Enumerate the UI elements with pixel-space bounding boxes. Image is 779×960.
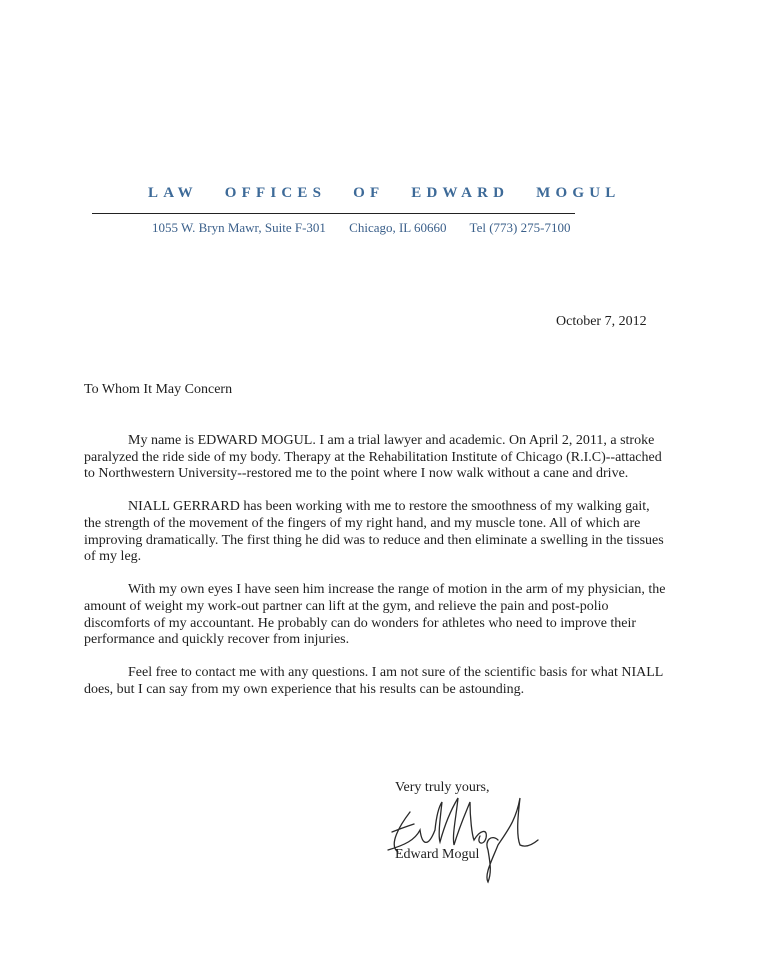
title-word: MOGUL bbox=[536, 185, 621, 201]
signer-name: Edward Mogul bbox=[395, 847, 480, 862]
paragraph: My name is EDWARD MOGUL. I am a trial lawyer and academic. On April 2, 2011, a stroke paralyzed the ride side of my body. Therapy at the Rehabilitation Institute of Chicago (R.I.C)--attached to Northwestern University--restored me to the point where I now walk without a cane and drive. bbox=[84, 433, 662, 482]
salutation: To Whom It May Concern bbox=[84, 382, 233, 397]
letter-date: October 7, 2012 bbox=[556, 314, 647, 329]
phone-number: Tel (773) 275-7100 bbox=[469, 220, 571, 235]
letterhead-contact bbox=[152, 220, 590, 236]
title-word: OF bbox=[353, 185, 385, 201]
letterhead-title bbox=[148, 185, 621, 202]
title-word: OFFICES bbox=[224, 185, 327, 201]
letter-body bbox=[84, 433, 669, 715]
letterhead-divider bbox=[92, 213, 575, 214]
paragraph: NIALL GERRARD has been working with me to restore the smoothness of my walking gait, the strength of the movement of the fingers of my right hand, and my muscle tone. All of which are improving dramatically. The first thing he did was to reduce and then eliminate a swelling in the tissues of my leg. bbox=[84, 499, 664, 565]
city-address: Chicago, IL 60660 bbox=[349, 220, 447, 235]
title-word: EDWARD bbox=[411, 185, 510, 201]
paragraph: With my own eyes I have seen him increase the range of motion in the arm of my physician, the amount of weight my work-out partner can lift at the gym, and relieve the pain and post-polio discomforts of my accountant. He probably can do wonders for athletes who need to improve their performance and quickly recover from injuries. bbox=[84, 582, 666, 648]
title-word: LAW bbox=[148, 185, 198, 201]
handwritten-signature bbox=[380, 790, 560, 885]
street-address: 1055 W. Bryn Mawr, Suite F-301 bbox=[152, 220, 326, 235]
paragraph: Feel free to contact me with any questions. I am not sure of the scientific basis for what NIALL does, but I can say from my own experience that his results can be astounding. bbox=[84, 665, 663, 697]
closing: Very truly yours, bbox=[395, 780, 490, 795]
